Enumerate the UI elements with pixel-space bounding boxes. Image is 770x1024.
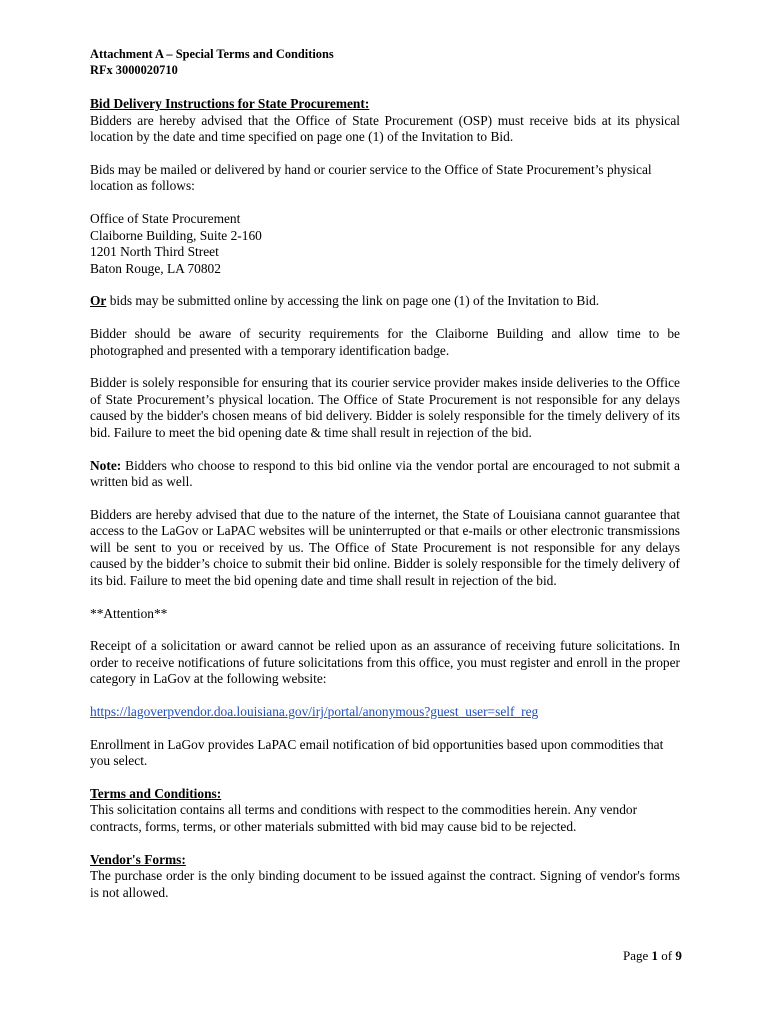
document-page — [90, 46, 680, 901]
internet-paragraph: Bidders are hereby advised that due to the nature of the internet, the State of Louisiana cannot guarantee that access to the LaGov or LaPAC websites will be uninterrupted or that e-mails or other electronic transmissions will be sent to you or received by us. The Office of State Procurement is not responsible for any delays caused by the bidder’s choice to submit their bid online. Bidder is solely responsible for the timely delivery of its bid. Failure to meet the bid opening date and time shall result in rejection of the bid. — [90, 506, 680, 589]
terms-text: This solicitation contains all terms and conditions with respect to the commodities herein. Any vendor contracts, forms, terms, or other materials submitted with bid may cause bid to be rejected. — [90, 802, 638, 834]
vendor-forms-text: The purchase order is the only binding document to be issued against the contract. Signing of vendor's forms is not allowed. — [90, 868, 680, 900]
note-paragraph — [90, 458, 680, 491]
courier-paragraph: Bidder is solely responsible for ensuring that its courier service provider makes inside deliveries to the Office of State Procurement’s physical location. The Office of State Procurement is not responsible for any delays caused by the bidder's chosen means of bid delivery. Bidder is solely responsible for the timely delivery of its bid. Failure to meet the bid opening date & time shall result in rejection of the bid. — [90, 375, 680, 440]
mail-delivery-paragraph: Bids may be mailed or delivered by hand or courier service to the Office of State Procurement’s physical location as follows: — [90, 161, 652, 194]
office-address — [90, 211, 680, 277]
page-number-footer — [623, 948, 682, 964]
page-word: Page — [623, 948, 652, 963]
security-paragraph: Bidder should be aware of security requirements for the Claiborne Building and allow time to be photographed and presented with a temporary identification badge. — [90, 325, 680, 358]
address-line-1: Office of State Procurement — [90, 210, 241, 226]
section-terms — [90, 786, 680, 836]
registration-link-paragraph — [90, 704, 680, 721]
vendor-forms-heading: Vendor's Forms: — [90, 851, 186, 867]
bid-delivery-heading: Bid Delivery Instructions for State Procurement: — [90, 96, 370, 111]
address-line-4: Baton Rouge, LA 70802 — [90, 260, 221, 276]
bid-delivery-intro: Bidders are hereby advised that the Office of State Procurement (OSP) must receive bids at its physical location by the date and time specified on page one (1) of the Invitation to Bid. — [90, 112, 680, 145]
address-line-2: Claiborne Building, Suite 2-160 — [90, 227, 262, 243]
page-current: 1 — [651, 948, 659, 963]
address-line-3: 1201 North Third Street — [90, 244, 219, 260]
attachment-title: Attachment A – Special Terms and Conditions — [90, 47, 334, 61]
vendor-registration-link[interactable]: https://lagoverpvendor.doa.louisiana.gov/irj/portal/anonymous?guest_user=self_reg — [90, 704, 539, 720]
page-total: 9 — [675, 948, 682, 963]
section-bid-delivery — [90, 96, 680, 146]
enrollment-paragraph: Enrollment in LaGov provides LaPAC email notification of bid opportunities based upon commodities that you select. — [90, 736, 664, 769]
document-header — [90, 46, 680, 78]
terms-heading: Terms and Conditions: — [90, 785, 222, 801]
note-label: Note: — [90, 457, 122, 473]
section-vendor-forms — [90, 852, 680, 902]
online-submission-text: bids may be submitted online by accessing the link on page one (1) of the Invitation to Bid. — [106, 293, 600, 309]
of-word: of — [658, 948, 676, 963]
receipt-paragraph: Receipt of a solicitation or award cannot be relied upon as an assurance of receiving future solicitations. In order to receive notifications of future solicitations from this office, you must register and enroll in the proper category in LaGov at the following website: — [90, 638, 680, 687]
online-or-lead: Or — [90, 293, 107, 309]
attention-label: **Attention** — [90, 605, 168, 621]
note-text: Bidders who choose to respond to this bid online via the vendor portal are encouraged to not submit a written bid as well. — [90, 457, 680, 490]
online-submission-paragraph — [90, 293, 680, 310]
rfx-number: RFx 3000020710 — [90, 63, 178, 77]
